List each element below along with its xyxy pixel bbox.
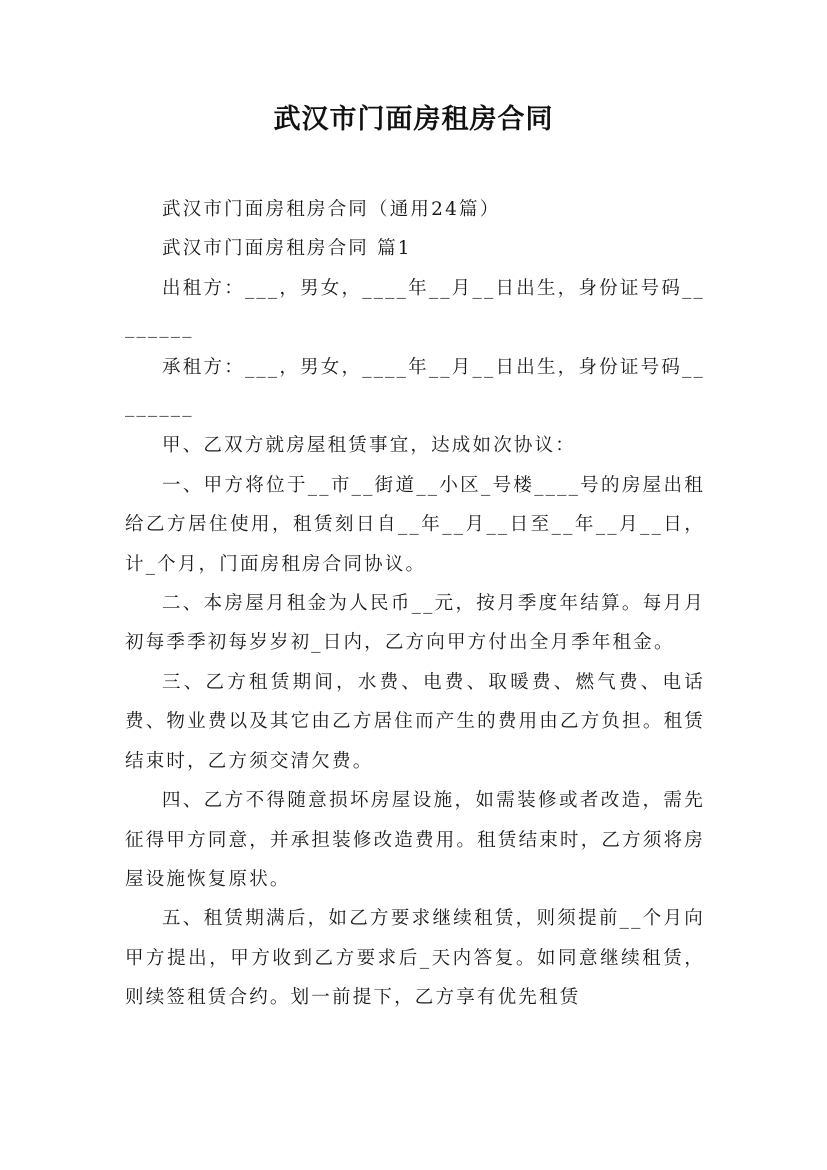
paragraph-clause-3: 三、乙方租赁期间，水费、电费、取暖费、燃气费、电话费、物业费以及其它由乙方居住而产生的费用由乙方负担。租赁结束时，乙方须交清欠费。: [125, 671, 705, 772]
document-title: 武汉市门面房租房合同: [273, 104, 554, 135]
document-body: [125, 190, 705, 1018]
paragraph-section-heading: 武汉市门面房租房合同 篇1: [162, 238, 412, 260]
paragraph-subtitle: 武汉市门面房租房合同（通用24篇）: [162, 199, 501, 220]
paragraph-clause-1: 一、甲方将位于__市__街道__小区_号楼____号的房屋出租给乙方居住使用，租赁刻日自__年__月__日至__年__月__日，计_个月，门面房租房合同协议。: [125, 474, 705, 575]
paragraph-agreement-intro: 甲、乙双方就房屋租赁事宜，达成如次协议：: [162, 435, 577, 457]
paragraph-clause-5: 五、租赁期满后，如乙方要求继续租赁，则须提前__个月向甲方提出，甲方收到乙方要求后_天内答复。如同意继续租赁，则续签租赁合约。划一前提下，乙方享有优先租赁: [125, 908, 705, 1009]
paragraph-clause-2: 二、本房屋月租金为人民币__元，按月季度年结算。每月月初每季季初每岁岁初_日内，乙方向甲方付出全月季年租金。: [125, 593, 705, 654]
paragraph-lessor: 出租方：___，男女，____年__月__日出生，身份证号码________: [125, 277, 705, 339]
paragraph-lessee: 承租方：___，男女，____年__月__日出生，身份证号码________: [125, 356, 705, 418]
paragraph-clause-4: 四、乙方不得随意损坏房屋设施，如需装修或者改造，需先征得甲方同意，并承担装修改造费用。租赁结束时，乙方须将房屋设施恢复原状。: [125, 790, 705, 890]
